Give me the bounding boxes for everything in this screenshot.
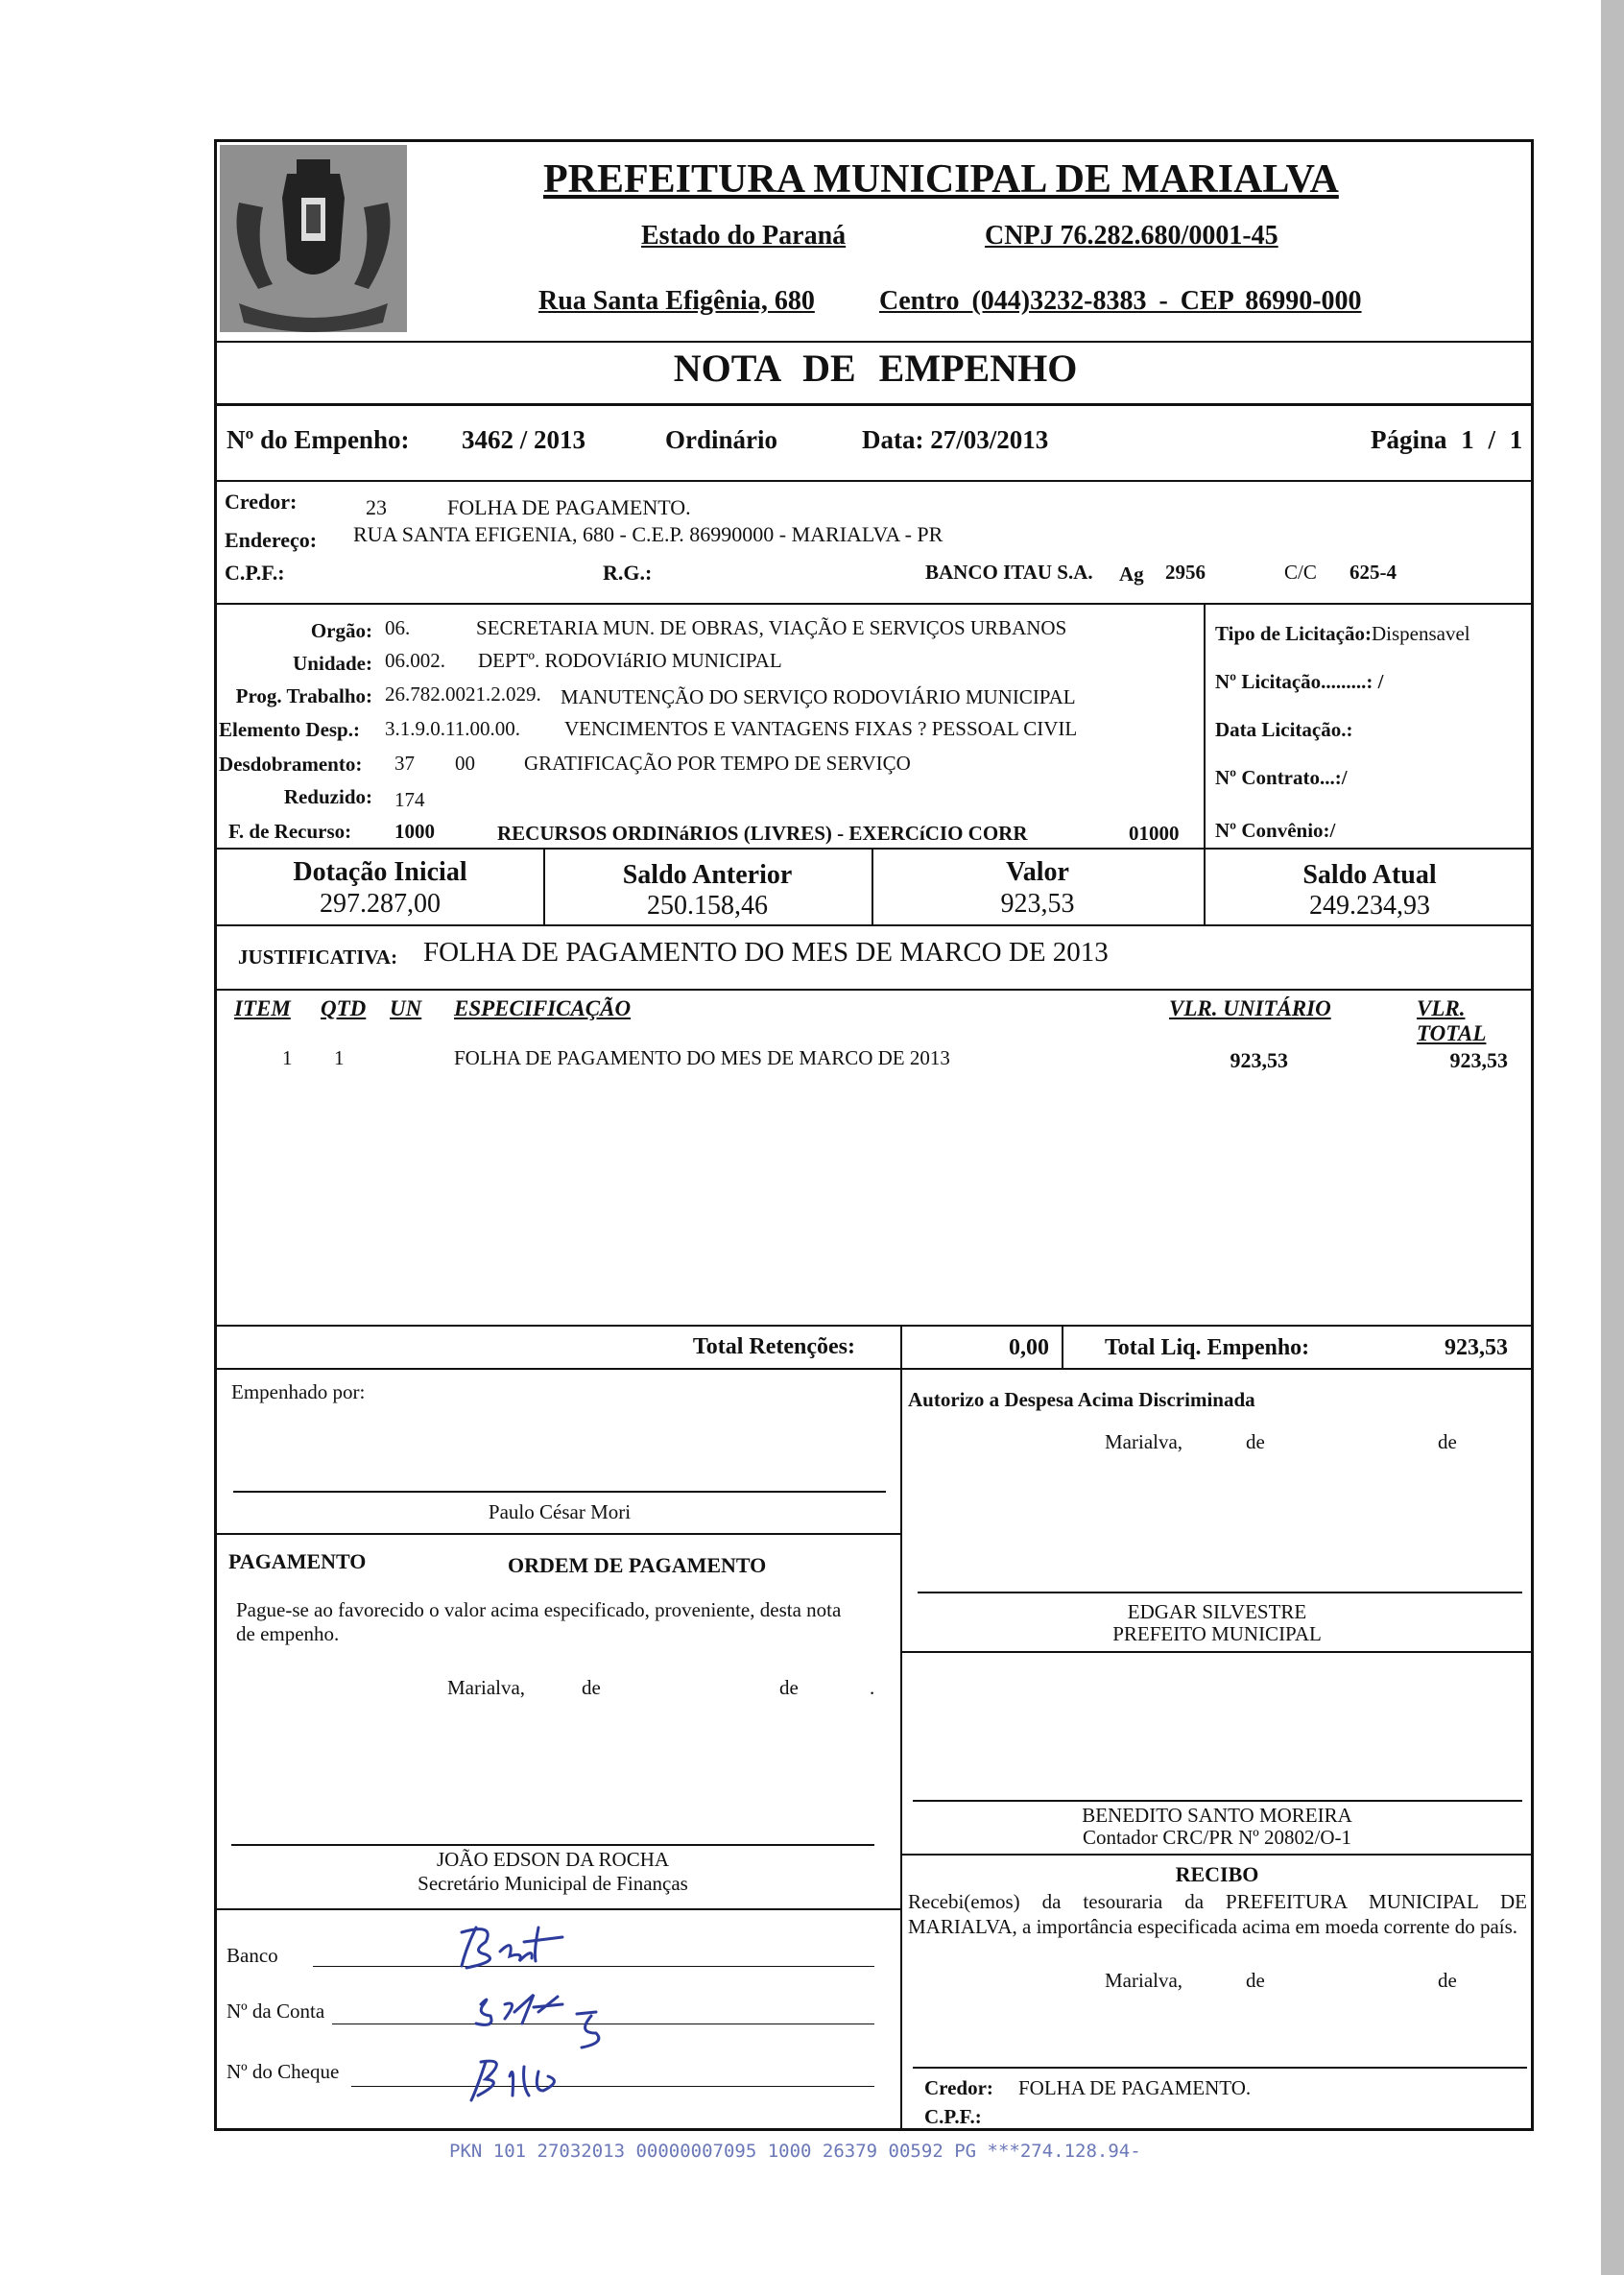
row-especificacao: FOLHA DE PAGAMENTO DO MES DE MARCO DE 2013 — [454, 1046, 950, 1069]
row-vlr-total: 923,53 — [1449, 1048, 1508, 1072]
recurso-codigo: 1000 — [394, 820, 435, 843]
prog-trabalho-codigo: 26.782.0021.2.029. — [385, 682, 541, 706]
autorizo-de-1: de — [1246, 1430, 1265, 1453]
numero-conta-label: Nº da Conta — [227, 2000, 325, 2023]
agencia-label: Ag — [1119, 563, 1144, 586]
divider — [217, 1533, 900, 1535]
numero-convenio: Nº Convênio:/ — [1215, 819, 1336, 842]
recibo-cpf-label: C.P.F.: — [924, 2105, 982, 2128]
secretario-nome: JOÃO EDSON DA ROCHA — [436, 1848, 670, 1871]
divider — [217, 989, 1534, 991]
conta-numero: 625-4 — [1349, 561, 1397, 584]
divider — [900, 1651, 1534, 1653]
divider — [217, 603, 1534, 605]
contador-cargo: Contador CRC/PR Nº 20802/O-1 — [1082, 1826, 1352, 1849]
credor-codigo: 23 — [366, 495, 387, 519]
autorizo-local: Marialva, — [1105, 1430, 1183, 1453]
empenho-data: Data: 27/03/2013 — [862, 425, 1049, 454]
scan-edge — [1601, 0, 1624, 2275]
saldo-anterior-valor: 250.158,46 — [647, 891, 768, 921]
bank-authentication-stamp: PKN 101 27032013 00000007095 1000 26379 00592 PG ***274.128.94- — [449, 2141, 1141, 2162]
endereco-prefeitura: Rua Santa Efigênia, 680 — [538, 286, 815, 316]
recibo-credor-label: Credor: — [924, 2076, 993, 2099]
saldo-atual-label: Saldo Atual — [1302, 860, 1437, 890]
tipo-licitacao-label: Tipo de Licitação:Dispensavel — [1215, 622, 1470, 645]
empenho-tipo: Ordinário — [665, 425, 778, 454]
credor-label: Credor: — [225, 490, 298, 514]
total-liquido-valor: 923,53 — [1445, 1335, 1508, 1360]
divider — [217, 1325, 1534, 1327]
col-header-vlr-total: VLR. TOTAL — [1417, 996, 1487, 1045]
justificativa-texto: FOLHA DE PAGAMENTO DO MES DE MARCO DE 2013 — [423, 937, 1109, 968]
ordem-pagamento-label: ORDEM DE PAGAMENTO — [508, 1553, 767, 1577]
empenho-pagina: Página 1 / 1 — [1371, 425, 1523, 454]
numero-licitacao: Nº Licitação.........: / — [1215, 670, 1384, 693]
dotacao-inicial-label: Dotação Inicial — [293, 857, 467, 887]
unidade-codigo: 06.002. — [385, 649, 445, 672]
recurso-label: F. de Recurso: — [228, 820, 352, 843]
elemento-label: Elemento Desp.: — [219, 718, 360, 741]
recibo-credor-nome: FOLHA DE PAGAMENTO. — [1018, 2076, 1252, 2099]
numero-cheque-label: Nº do Cheque — [227, 2060, 340, 2083]
pagamento-de-1: de — [582, 1676, 601, 1699]
handwritten-marks — [370, 1908, 658, 2110]
numero-contrato: Nº Contrato...:/ — [1215, 766, 1348, 789]
data-licitacao: Data Licitação.: — [1215, 718, 1353, 741]
recibo-de-2: de — [1438, 1969, 1457, 1992]
doc-title: NOTA DE EMPENHO — [673, 347, 1078, 390]
secretario-cargo: Secretário Municipal de Finanças — [418, 1872, 688, 1895]
total-liquido-label: Total Liq. Empenho: — [1105, 1335, 1310, 1360]
pagamento-ponto: . — [870, 1676, 875, 1699]
desdobramento-nome: GRATIFICAÇÃO POR TEMPO DE SERVIÇO — [524, 752, 911, 775]
saldo-atual-valor: 249.234,93 — [1309, 891, 1430, 921]
orgao-nome: SECRETARIA MUN. DE OBRAS, VIAÇÃO E SERVIÇOS URBANOS — [476, 616, 1067, 639]
divider — [900, 1368, 902, 2131]
total-retencoes-label: Total Retenções: — [692, 1334, 855, 1359]
prog-trabalho-nome: MANUTENÇÃO DO SERVIÇO RODOVIÁRIO MUNICIPAL — [561, 685, 1076, 708]
pagamento-de-2: de — [779, 1676, 799, 1699]
divider — [1062, 1325, 1063, 1368]
prog-trabalho-label: Prog. Trabalho: — [235, 684, 372, 707]
divider — [217, 341, 1534, 343]
recibo-texto: Recebi(emos) da tesouraria da PREFEITURA MUNICIPAL DE MARIALVA, a importância especificada acima em moeda corrente do país. — [908, 1890, 1527, 1938]
recibo-title: RECIBO — [1175, 1862, 1259, 1886]
empenho-label: Nº do Empenho: — [227, 425, 410, 454]
credor-nome: FOLHA DE PAGAMENTO. — [447, 495, 691, 519]
recibo-ponto: . — [1530, 1969, 1536, 1992]
credor-endereco: RUA SANTA EFIGENIA, 680 - C.E.P. 86990000 - MARIALVA - PR — [353, 522, 943, 546]
signature-line — [913, 2067, 1527, 2069]
desdobramento-codigo: 37 — [394, 752, 415, 775]
recurso-nome: RECURSOS ORDINáRIOS (LIVRES) - EXERCíCIO CORR — [497, 822, 1028, 845]
nota-de-empenho-form — [214, 139, 1534, 2131]
reduzido-valor: 174 — [394, 788, 425, 811]
row-item: 1 — [282, 1046, 293, 1069]
justificativa-label: JUSTIFICATIVA: — [238, 946, 398, 969]
dotacao-inicial-valor: 297.287,00 — [320, 889, 441, 919]
col-header-un: UN — [390, 996, 422, 1020]
valor-valor: 923,53 — [1000, 889, 1075, 919]
divider — [217, 403, 1534, 406]
unidade-label: Unidade: — [293, 652, 372, 675]
pagamento-local: Marialva, — [447, 1676, 526, 1699]
signature-line — [231, 1844, 874, 1846]
col-header-item: ITEM — [234, 996, 291, 1020]
divider — [1204, 603, 1206, 848]
valor-label: Valor — [1006, 857, 1069, 887]
row-vlr-unitario: 923,53 — [1230, 1048, 1288, 1072]
autorizo-de-2: de — [1438, 1430, 1457, 1453]
empenho-numero: 3462 / 2013 — [462, 425, 586, 454]
banco-label: Banco — [227, 1944, 278, 1967]
empenhado-por-nome: Paulo César Mori — [488, 1500, 632, 1523]
col-header-qtd: QTD — [321, 996, 367, 1020]
autorizo-ponto: . — [1530, 1430, 1536, 1453]
prefeito-cargo: PREFEITO MUNICIPAL — [1112, 1622, 1322, 1645]
municipal-crest-icon — [220, 145, 407, 332]
elemento-nome: VENCIMENTOS E VANTAGENS FIXAS ? PESSOAL CIVIL — [564, 717, 1078, 740]
saldo-anterior-label: Saldo Anterior — [622, 860, 793, 890]
desdobramento-sub: 00 — [455, 752, 475, 775]
divider — [217, 480, 1534, 482]
prefeito-assinatura — [900, 1601, 1534, 1645]
signature-line — [918, 1592, 1522, 1593]
recurso-codigo-2: 01000 — [1129, 822, 1180, 845]
divider — [217, 1368, 1534, 1370]
agencia-numero: 2956 — [1165, 561, 1206, 584]
reduzido-label: Reduzido: — [283, 785, 372, 808]
cpf-label: C.P.F.: — [225, 561, 285, 585]
orgao-codigo: 06. — [385, 616, 411, 639]
total-retencoes-valor: 0,00 — [1009, 1335, 1049, 1360]
elemento-codigo: 3.1.9.0.11.00.00. — [385, 717, 520, 740]
pagamento-texto: Pague-se ao favorecido o valor acima especificado, proveniente, desta nota de empenho. — [236, 1598, 842, 1645]
col-header-vlr-unitario: VLR. UNITÁRIO — [1169, 996, 1331, 1020]
tipo-licitacao-valor: Dispensavel — [1371, 622, 1470, 645]
desdobramento-label: Desdobramento: — [219, 753, 363, 776]
divider — [217, 848, 1534, 850]
recibo-local: Marialva, — [1105, 1969, 1183, 1992]
unidade-nome: DEPTº. RODOVIáRIO MUNICIPAL — [478, 649, 782, 672]
divider — [217, 924, 1534, 926]
prefeitura-title: PREFEITURA MUNICIPAL DE MARIALVA — [543, 157, 1339, 202]
contador-nome: BENEDITO SANTO MOREIRA — [1082, 1804, 1352, 1827]
signature-line — [913, 1800, 1522, 1802]
rg-label: R.G.: — [603, 561, 653, 585]
divider — [900, 1854, 1534, 1856]
col-header-especificacao: ESPECIFICAÇÃO — [454, 996, 632, 1020]
estado-label: Estado do Paraná — [641, 221, 847, 251]
credor-banco: BANCO ITAU S.A. — [925, 561, 1093, 584]
contador-assinatura — [900, 1805, 1534, 1849]
signature-line — [233, 1491, 886, 1493]
secretario-assinatura — [231, 1848, 874, 1896]
orgao-label: Orgão: — [310, 619, 372, 642]
pagamento-label: PAGAMENTO — [228, 1549, 367, 1573]
endereco-label: Endereço: — [225, 528, 318, 552]
conta-label: C/C — [1284, 561, 1317, 584]
contato-prefeitura: Centro (044)3232-8383 - CEP 86990-000 — [879, 286, 1362, 316]
empenhado-por-label: Empenhado por: — [231, 1380, 366, 1403]
row-qtd: 1 — [334, 1046, 345, 1069]
cnpj-label: CNPJ 76.282.680/0001-45 — [985, 221, 1278, 251]
prefeito-nome: EDGAR SILVESTRE — [1127, 1600, 1307, 1623]
autorizo-label: Autorizo a Despesa Acima Discriminada — [908, 1388, 1255, 1411]
recibo-de-1: de — [1246, 1969, 1265, 1992]
